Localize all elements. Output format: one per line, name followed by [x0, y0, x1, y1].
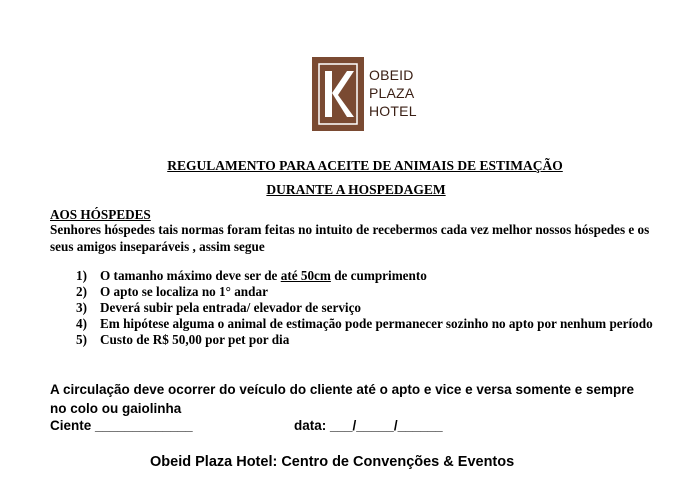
- rules-list: [50, 268, 670, 348]
- rule-emphasis: até 50cm: [280, 268, 331, 283]
- list-number: 1): [76, 268, 87, 283]
- list-item: [50, 268, 670, 284]
- list-item: [50, 332, 670, 348]
- document-title: REGULAMENTO PARA ACEITE DE ANIMAIS DE ESTIMAÇÃO: [167, 158, 563, 173]
- circulation-notice: A circulação deve ocorrer do veículo do cliente até o apto e vice e versa somente e sempre no colo ou gaiolinha: [50, 382, 634, 416]
- rule-text: O tamanho máximo deve ser de: [100, 268, 281, 283]
- rule-text: O apto se localiza no 1° andar: [100, 284, 268, 299]
- rule-text: Deverá subir pela entrada/ elevador de serviço: [100, 300, 362, 315]
- logo-wordmark: [369, 66, 417, 120]
- section-heading: AOS HÓSPEDES: [50, 207, 151, 222]
- list-item: [50, 284, 670, 300]
- list-number: 3): [76, 300, 87, 315]
- logo-line: HOTEL: [369, 103, 417, 119]
- intro-paragraph: Senhores hóspedes tais normas foram feitas no intuito de recebermos cada vez melhor nossos hóspedes e os seus amigos inseparáveis , assim segue: [50, 222, 650, 254]
- hotel-logo: [312, 57, 424, 133]
- date-field: data: ___/_____/______: [294, 418, 443, 433]
- obeid-k-logo-icon: [312, 57, 364, 131]
- list-item: [50, 300, 670, 316]
- list-item: [50, 316, 670, 332]
- list-number: 2): [76, 284, 87, 299]
- logo-line: PLAZA: [369, 85, 415, 101]
- rule-text: Em hipótese alguma o animal de estimação pode permanecer sozinho no apto por nenhum período: [100, 316, 653, 331]
- logo-line: OBEID: [369, 67, 414, 83]
- ciente-signature-field: Ciente _____________: [50, 418, 193, 433]
- rule-text: de cumprimento: [330, 268, 427, 283]
- list-number: 4): [76, 316, 87, 331]
- document-subtitle: DURANTE A HOSPEDAGEM: [266, 182, 446, 197]
- rule-text: Custo de R$ 50,00 por pet por dia: [100, 332, 290, 347]
- list-number: 5): [76, 332, 87, 347]
- footer-text: Obeid Plaza Hotel: Centro de Convenções & Eventos: [150, 454, 515, 470]
